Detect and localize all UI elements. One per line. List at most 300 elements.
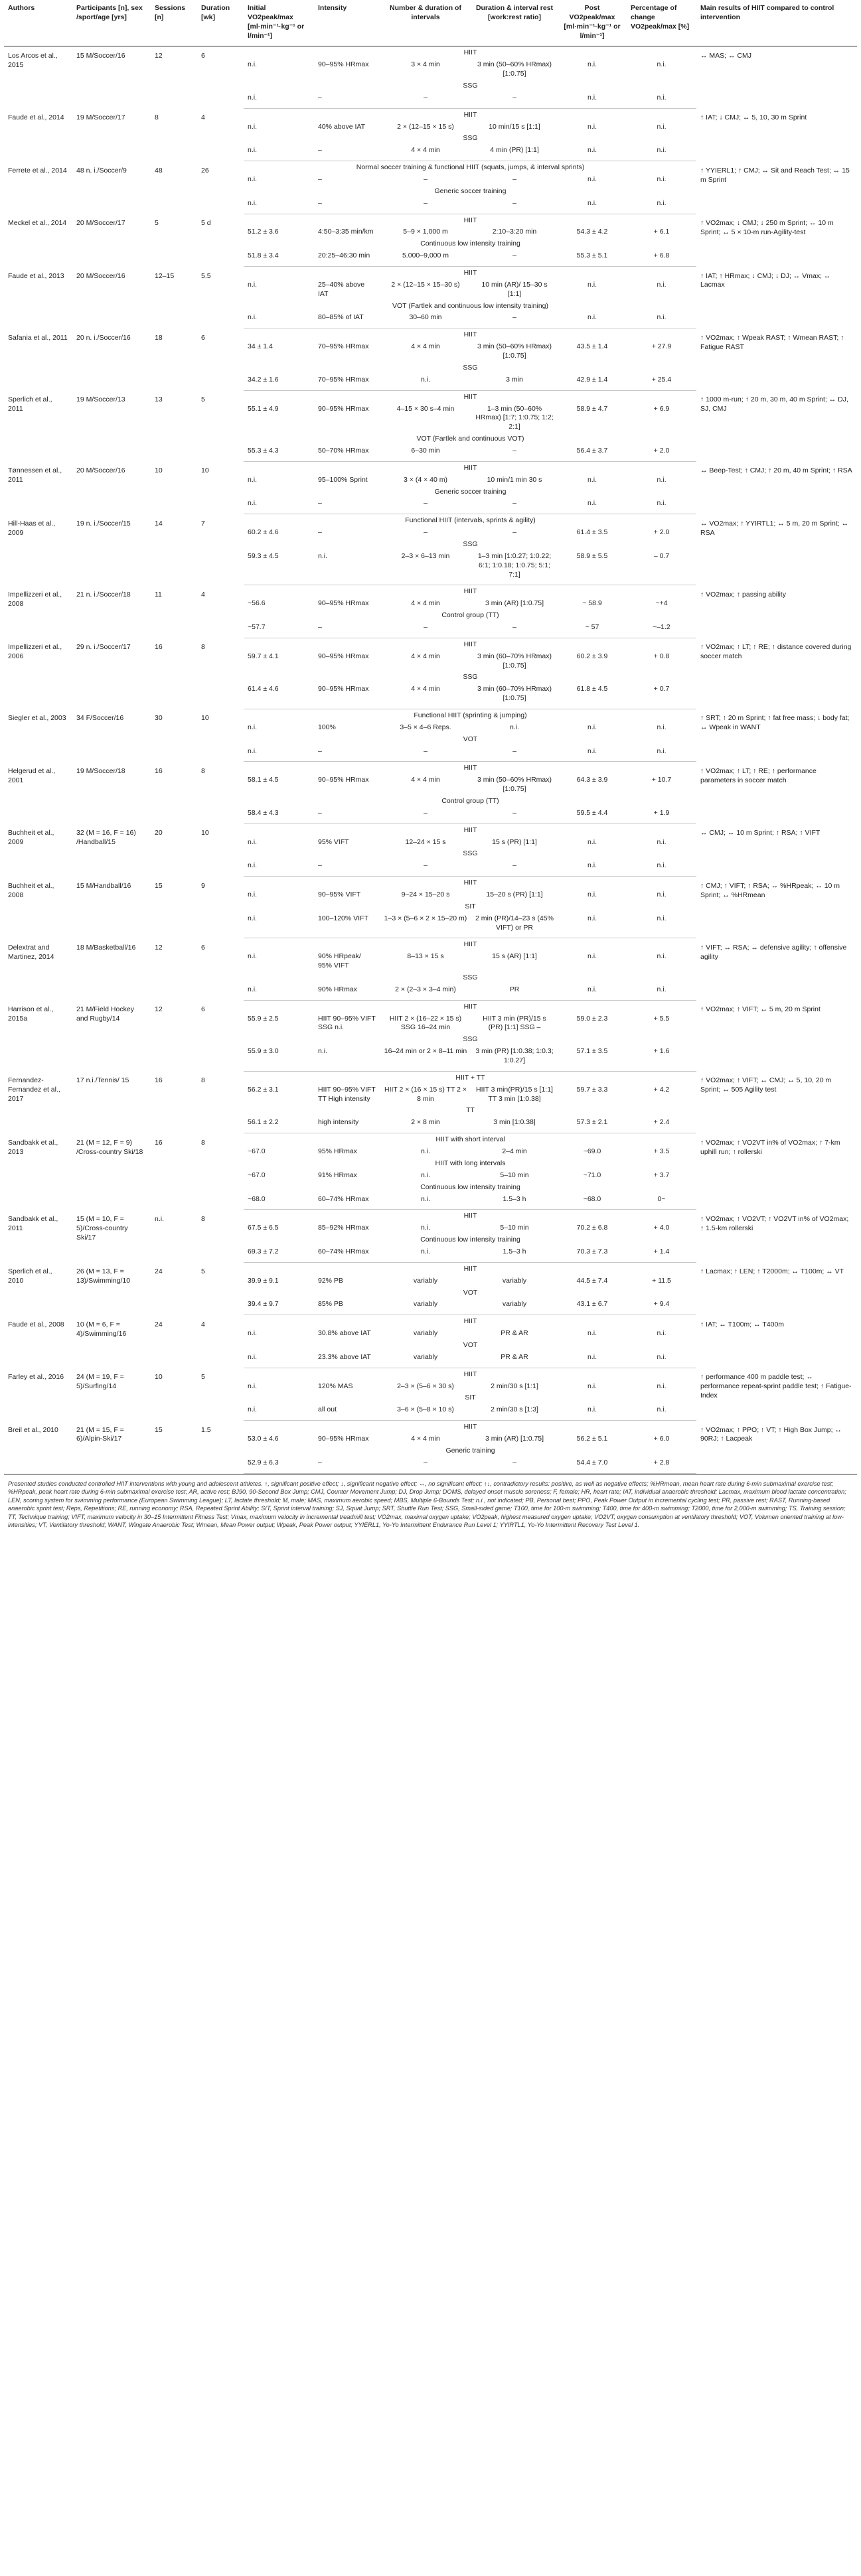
study-results: ↑ IAT; ↔ T100m; ↔ T400m	[700, 1320, 785, 1328]
rest-ratio: variably	[502, 1276, 527, 1285]
study-duration: 6	[201, 943, 205, 952]
initial-vo2: 51.8 ± 3.4	[244, 251, 314, 266]
group-label: SSG	[463, 539, 478, 548]
group-label: HIIT + TT	[455, 1073, 485, 1082]
study-participants: 21 (M = 15, F = 6)/Alpin-Ski/17	[76, 1425, 124, 1443]
initial-vo2: n.i.	[244, 1405, 314, 1420]
study-results: ↑ VO2max; ↑ passing ability	[700, 590, 786, 599]
initial-vo2: ~67.0	[248, 1171, 266, 1179]
number-duration: 2–3 × 6–13 min	[380, 551, 471, 585]
rest-ratio: 2–4 min	[502, 1147, 527, 1156]
number-duration: 2–3 × (5–6 × 30 s)	[397, 1382, 454, 1390]
empty-cell	[244, 1000, 314, 1013]
percent-change: n.i.	[657, 1382, 666, 1390]
percent-change: n.i.	[657, 175, 666, 184]
empty-cell	[627, 300, 696, 313]
empty-cell	[627, 1421, 696, 1434]
percent-change: + 3.7	[653, 1171, 670, 1179]
study-authors: Faude et al., 2014	[8, 113, 64, 122]
number-duration: n.i.	[420, 1147, 430, 1156]
initial-vo2: ~56.6	[248, 599, 266, 608]
study-results: ↑ performance 400 m paddle test; ↔ performance repeat-sprint paddle test; ↑ Fatigue-Index	[700, 1373, 852, 1399]
initial-vo2: n.i.	[248, 122, 258, 131]
intensity: 90–95% HRmax	[318, 599, 369, 608]
group-label-row	[4, 267, 857, 280]
post-vo2: 54.3 ± 4.2	[576, 228, 608, 236]
number-duration: –	[424, 528, 428, 537]
post-vo2: 70.3 ± 7.3	[558, 1247, 627, 1262]
group-label: SSG	[463, 1035, 478, 1044]
empty-cell	[244, 1210, 314, 1223]
initial-vo2: 52.9 ± 6.3	[244, 1458, 314, 1473]
rest-ratio: 3 min (AR) [1:0.75]	[485, 1434, 544, 1443]
study-results: ↑ 1000 m-run; ↑ 20 m, 30 m, 40 m Sprint; ↔ DJ, SJ, CMJ	[700, 395, 848, 413]
post-vo2: n.i.	[558, 93, 627, 108]
rest-ratio: –	[471, 446, 558, 461]
intensity: 92% PB	[318, 1276, 343, 1285]
study-authors: Buchheit et al., 2009	[8, 829, 54, 847]
number-duration: n.i.	[380, 375, 471, 390]
study-participants: 29 n. i./Soccer/17	[76, 643, 131, 652]
rest-ratio: 3 min (60–70% HRmax) [1:0.75]	[477, 652, 552, 670]
study-authors: Delextrat and Martinez, 2014	[8, 943, 54, 961]
percent-change: n.i.	[627, 985, 696, 1000]
post-vo2: n.i.	[558, 914, 627, 938]
rest-ratio: 10 min/15 s [1:1]	[489, 122, 540, 131]
number-duration: 6–30 min	[380, 446, 471, 461]
empty-cell	[244, 609, 314, 622]
header-number: Number & duration of intervals	[380, 0, 471, 46]
study-sessions: 30	[155, 714, 163, 723]
study-sessions: 15	[155, 1425, 163, 1434]
number-duration: –	[380, 498, 471, 514]
group-label: SSG	[463, 363, 478, 372]
intensity: –	[314, 1458, 380, 1473]
post-vo2: 59.5 ± 4.4	[558, 808, 627, 823]
number-duration: 9–24 × 15–20 s	[401, 891, 450, 899]
study-results: ↔ VO2max; ↑ YYIRTL1; ↔ 5 m, 20 m Sprint; ↔ RSA	[700, 519, 849, 537]
study-authors: Ferrete et al., 2014	[8, 166, 67, 175]
group-label: Continuous low intensity training	[420, 240, 520, 248]
intensity: –	[314, 498, 380, 514]
intensity: 95% HRmax	[318, 1147, 357, 1156]
post-vo2: ~69.0	[583, 1147, 601, 1156]
rest-ratio: –	[471, 747, 558, 762]
number-duration: n.i.	[420, 1224, 430, 1232]
empty-cell	[244, 108, 314, 121]
rest-ratio: HIIT 3 min (PR)/15 s (PR) [1:1] SSG –	[483, 1014, 546, 1032]
study-authors: Fernandez-Fernandez et al., 2017	[8, 1076, 60, 1104]
initial-vo2: ~68.0	[244, 1194, 314, 1210]
group-label: VOT (Fartlek and continuous VOT)	[416, 435, 524, 443]
hiit-studies-table	[4, 0, 857, 1474]
empty-cell	[627, 461, 696, 474]
initial-vo2: n.i.	[244, 93, 314, 108]
empty-cell	[627, 1287, 696, 1300]
group-label: HIIT	[463, 1423, 477, 1431]
study-participants: 19 M/Soccer/17	[76, 113, 125, 122]
post-vo2: 59.7 ± 3.3	[576, 1085, 608, 1094]
empty-cell	[627, 877, 696, 890]
number-duration: 3 × 4 min	[411, 60, 440, 69]
initial-vo2: 61.4 ± 4.6	[244, 684, 314, 709]
empty-cell	[627, 1033, 696, 1046]
empty-cell	[244, 671, 314, 684]
group-label-row	[4, 390, 857, 403]
post-vo2: 60.2 ± 3.9	[576, 652, 608, 660]
initial-vo2: n.i.	[244, 313, 314, 328]
group-label: HIIT with long intervals	[435, 1159, 506, 1167]
group-label: HIIT	[463, 940, 477, 949]
rest-ratio: PR & AR	[471, 1352, 558, 1368]
study-participants: 19 M/Soccer/13	[76, 395, 125, 404]
post-vo2: n.i.	[587, 837, 597, 846]
intensity: 70–95% HRmax	[314, 375, 380, 390]
group-label-row	[4, 585, 857, 599]
number-duration: 4 × 4 min	[411, 599, 440, 608]
group-label: HIIT	[463, 269, 477, 277]
empty-cell	[244, 709, 314, 722]
rest-ratio: –	[471, 1458, 558, 1473]
study-sessions: 8	[155, 113, 159, 122]
rest-ratio: 1–3 min (50–60% HRmax) [1:7; 1:0.75; 1:2; 2:1]	[475, 404, 554, 431]
intensity: 60–74% HRmax	[314, 1194, 380, 1210]
percent-change: + 6.0	[653, 1434, 670, 1443]
study-results: ↑ IAT; ↓ CMJ; ↔ 5, 10, 30 m Sprint	[700, 113, 807, 122]
post-vo2: n.i.	[587, 175, 597, 184]
intensity: 30.8% above IAT	[318, 1329, 371, 1338]
group-label: Continuous low intensity training	[420, 1236, 520, 1244]
empty-cell	[627, 132, 696, 145]
group-label: TT	[466, 1106, 475, 1115]
group-label-row	[4, 1262, 857, 1275]
group-label-row	[4, 1000, 857, 1013]
intensity: 90–95% HRmax	[318, 776, 369, 784]
study-participants: 15 (M = 10, F = 5)/Cross-country Ski/17	[76, 1214, 128, 1242]
group-label-row	[4, 214, 857, 227]
percent-change: + 4.2	[653, 1085, 670, 1094]
study-results: ↑ VO2max; ↓ CMJ; ↓ 250 m Sprint; ↔ 10 m Sprint; ↔ 5 × 10-m run-Agility-test	[700, 219, 834, 236]
empty-cell	[244, 638, 314, 651]
percent-change: – 0.7	[627, 551, 696, 585]
post-vo2: n.i.	[587, 723, 597, 731]
rest-ratio: PR & AR	[501, 1329, 528, 1338]
post-vo2: ~71.0	[583, 1171, 601, 1179]
number-duration: –	[380, 747, 471, 762]
number-duration: 4 × 4 min	[380, 145, 471, 161]
initial-vo2: n.i.	[248, 280, 258, 289]
empty-cell	[627, 362, 696, 375]
empty-cell	[244, 328, 314, 342]
study-results: ↑ VIFT; ↔ RSA; ↔ defensive agility; ↑ offensive agility	[700, 943, 847, 961]
post-vo2: 61.8 ± 4.5	[558, 684, 627, 709]
post-vo2: 59.0 ± 2.3	[576, 1014, 608, 1023]
initial-vo2: n.i.	[244, 198, 314, 214]
group-label: SSG	[463, 849, 478, 858]
number-duration: variably	[380, 1299, 471, 1315]
number-duration: –	[380, 622, 471, 638]
number-duration: 3–6 × (5–8 × 10 s)	[380, 1405, 471, 1420]
intensity: 23.3% above IAT	[314, 1352, 380, 1368]
study-participants: 20 M/Soccer/16	[76, 466, 125, 475]
group-label: VOT	[463, 735, 478, 743]
percent-change: n.i.	[627, 198, 696, 214]
empty-cell	[244, 46, 314, 60]
group-label-row	[4, 46, 857, 60]
rest-ratio: 5–10 min	[500, 1171, 529, 1179]
study-participants: 21 M/Field Hockey and Rugby/14	[76, 1005, 134, 1023]
percent-change: 0~	[627, 1194, 696, 1210]
percent-change: n.i.	[657, 475, 666, 484]
empty-cell	[627, 971, 696, 985]
group-label: Functional HIIT (intervals, sprints & agility)	[405, 516, 536, 525]
study-authors: Tønnessen et al., 2011	[8, 466, 62, 484]
initial-vo2: 34 ± 1.4	[248, 342, 273, 351]
empty-cell	[627, 328, 696, 342]
empty-cell	[244, 1033, 314, 1046]
intensity: 60–74% HRmax	[314, 1247, 380, 1262]
post-vo2: n.i.	[558, 198, 627, 214]
number-duration: –	[380, 808, 471, 823]
post-vo2: 56.2 ± 5.1	[576, 1434, 608, 1443]
percent-change: n.i.	[657, 60, 666, 69]
initial-vo2: n.i.	[248, 475, 258, 484]
rest-ratio: 4 min (PR) [1:1]	[471, 145, 558, 161]
post-vo2: n.i.	[558, 861, 627, 876]
post-vo2: n.i.	[587, 891, 597, 899]
number-duration: 1–3 × (5–6 × 2 × 15–20 m)	[380, 914, 471, 938]
percent-change: n.i.	[657, 952, 666, 961]
empty-cell	[244, 161, 314, 175]
study-authors: Hill-Haas et al., 2009	[8, 519, 56, 537]
intensity: –	[314, 198, 380, 214]
initial-vo2: n.i.	[244, 145, 314, 161]
number-duration: –	[380, 93, 471, 108]
rest-ratio: –	[471, 198, 558, 214]
post-vo2: 57.1 ± 3.5	[558, 1046, 627, 1071]
group-label-row	[4, 1421, 857, 1434]
empty-cell	[627, 638, 696, 651]
empty-cell	[244, 1339, 314, 1352]
rest-ratio: 3 min (PR) [1:0.38; 1:0.3; 1:0.27]	[471, 1046, 558, 1071]
rest-ratio: –	[471, 313, 558, 328]
study-results: ↑ VO2max; ↑ VO2VT in% of VO2max; ↑ 7-km uphill run; ↑ rollerski	[700, 1138, 840, 1156]
empty-cell	[627, 585, 696, 599]
empty-cell	[244, 585, 314, 599]
percent-change: + 0.7	[627, 684, 696, 709]
empty-cell	[627, 514, 696, 528]
empty-cell	[244, 80, 314, 93]
empty-cell	[244, 971, 314, 985]
percent-change: n.i.	[627, 313, 696, 328]
group-label-row	[4, 1315, 857, 1328]
post-vo2: n.i.	[587, 475, 597, 484]
percent-change: + 9.4	[627, 1299, 696, 1315]
study-duration: 8	[201, 1214, 205, 1223]
post-vo2: 43.5 ± 1.4	[576, 342, 608, 351]
study-duration: 6	[201, 52, 205, 60]
rest-ratio: 15 s (AR) [1:1]	[492, 952, 537, 961]
study-duration: 4	[201, 1320, 205, 1328]
study-duration: 9	[201, 881, 205, 890]
study-results: ↑ VO2max; ↑ Wpeak RAST; ↑ Wmean RAST; ↑ Fatigue RAST	[700, 333, 844, 351]
intensity: –	[314, 93, 380, 108]
empty-cell	[244, 300, 314, 313]
header-row	[4, 0, 857, 46]
empty-cell	[627, 1133, 696, 1147]
empty-cell	[244, 238, 314, 251]
number-duration: HIIT 2 × (16–22 × 15 s) SSG 16–24 min	[389, 1014, 462, 1032]
study-sessions: 12	[155, 943, 163, 952]
post-vo2: 70.2 ± 6.8	[576, 1224, 608, 1232]
percent-change: + 5.5	[653, 1014, 670, 1023]
initial-vo2: 56.2 ± 3.1	[248, 1085, 279, 1094]
empty-cell	[627, 762, 696, 775]
post-vo2: 56.4 ± 3.7	[558, 446, 627, 461]
group-label: SSG	[463, 82, 478, 90]
empty-cell	[244, 1315, 314, 1328]
header-results: Main results of HIIT compared to control intervention	[696, 0, 857, 46]
intensity: 90–95% HRmax	[318, 652, 369, 660]
rest-ratio: 15–20 s (PR) [1:1]	[486, 891, 543, 899]
initial-vo2: 56.1 ± 2.2	[244, 1117, 314, 1133]
rest-ratio: 2 min/30 s [1:1]	[491, 1382, 538, 1390]
study-duration: 10	[201, 829, 209, 837]
study-results: ↔ CMJ; ↔ 10 m Sprint; ↑ RSA; ↑ VIFT	[700, 829, 821, 837]
study-duration: 5.5	[201, 271, 211, 280]
empty-cell	[244, 390, 314, 403]
empty-cell	[244, 486, 314, 499]
group-label: HIIT	[463, 330, 477, 339]
group-label-row	[4, 877, 857, 890]
percent-change: + 0.8	[653, 652, 670, 660]
intensity: 20:25–46:30 min	[314, 251, 380, 266]
rest-ratio: PR	[471, 985, 558, 1000]
percent-change: + 6.1	[653, 228, 670, 236]
initial-vo2: 67.5 ± 6.5	[248, 1224, 279, 1232]
rest-ratio: 2 min/30 s [1:3]	[471, 1405, 558, 1420]
empty-cell	[244, 433, 314, 446]
header-sessions: Sessions [n]	[151, 0, 197, 46]
initial-vo2: n.i.	[244, 498, 314, 514]
intensity: 100%	[318, 723, 336, 731]
rest-ratio: 2:10–3:20 min	[492, 228, 537, 236]
study-participants: 18 M/Basketball/16	[76, 943, 136, 952]
group-label-row	[4, 514, 857, 528]
percent-change: + 1.4	[627, 1247, 696, 1262]
empty-cell	[627, 1157, 696, 1171]
study-results: ↑ YYIERL1; ↑ CMJ; ↔ Sit and Reach Test; ↔ 15 m Sprint	[700, 166, 850, 184]
group-label: SIT	[465, 902, 476, 910]
initial-vo2: n.i.	[244, 1352, 314, 1368]
study-participants: 24 (M = 19, F = 5)/Surfing/14	[76, 1373, 124, 1391]
intensity: –	[314, 145, 380, 161]
rest-ratio: 3 min (AR) [1:0.75]	[485, 599, 544, 608]
intensity: 40% above IAT	[318, 122, 366, 131]
group-label-row	[4, 328, 857, 342]
study-authors: Los Arcos et al., 2015	[8, 52, 58, 70]
header-intensity: Intensity	[314, 0, 380, 46]
study-duration: 10	[201, 714, 209, 723]
group-label: SSG	[463, 673, 478, 681]
empty-cell	[627, 433, 696, 446]
study-sessions: 20	[155, 829, 163, 837]
empty-cell	[627, 185, 696, 198]
group-label: Normal soccer training & functional HIIT (squats, jumps, & interval sprints)	[356, 163, 585, 172]
number-duration: variably	[413, 1276, 438, 1285]
percent-change: + 2.4	[627, 1117, 696, 1133]
initial-vo2: 55.1 ± 4.9	[248, 404, 279, 413]
post-vo2: 42.9 ± 1.4	[558, 375, 627, 390]
empty-cell	[627, 1368, 696, 1381]
post-vo2: n.i.	[558, 145, 627, 161]
study-duration: 5	[201, 1373, 205, 1382]
empty-cell	[627, 214, 696, 227]
group-label-row	[4, 1071, 857, 1084]
rest-ratio: HIIT 3 min(PR)/15 s [1:1] TT 3 min [1:0.38]	[476, 1085, 553, 1103]
study-participants: 15 M/Handball/16	[76, 881, 131, 890]
rest-ratio: 10 min (AR)/ 15–30 s [1:1]	[481, 280, 548, 298]
post-vo2: n.i.	[587, 1329, 597, 1338]
intensity: HIIT 90–95% VIFT TT High intensity	[318, 1085, 376, 1103]
empty-cell	[244, 214, 314, 227]
intensity: 25–40% above IAT	[318, 280, 365, 298]
group-label-row	[4, 938, 857, 952]
study-participants: 20 M/Soccer/16	[76, 271, 125, 280]
empty-cell	[244, 1262, 314, 1275]
number-duration: 5–9 × 1,000 m	[403, 228, 448, 236]
empty-cell	[244, 1234, 314, 1247]
empty-cell	[244, 877, 314, 890]
group-label: Control group (TT)	[441, 797, 499, 805]
study-duration: 10	[201, 466, 209, 475]
study-authors: Faude et al., 2008	[8, 1320, 64, 1328]
number-duration: 2 × 8 min	[380, 1117, 471, 1133]
intensity: 100–120% VIFT	[314, 914, 380, 938]
post-vo2: 58.9 ± 5.5	[558, 551, 627, 585]
header-duration: Duration [wk]	[197, 0, 244, 46]
study-results: ↑ VO2max; ↑ VIFT; ↔ 5 m, 20 m Sprint	[700, 1005, 821, 1014]
percent-change: n.i.	[627, 914, 696, 938]
empty-cell	[244, 1421, 314, 1434]
number-duration: 2 × (2–3 × 3–4 min)	[380, 985, 471, 1000]
study-duration: 6	[201, 333, 205, 342]
group-label-row	[4, 823, 857, 837]
empty-cell	[627, 671, 696, 684]
percent-change: + 3.5	[653, 1147, 670, 1156]
study-sessions: 16	[155, 1138, 163, 1147]
initial-vo2: 34.2 ± 1.6	[244, 375, 314, 390]
empty-cell	[627, 1000, 696, 1013]
number-duration: 8–13 × 15 s	[407, 952, 444, 961]
empty-cell	[244, 1181, 314, 1194]
empty-cell	[244, 362, 314, 375]
study-duration: 4	[201, 113, 205, 122]
intensity: n.i.	[314, 551, 380, 585]
percent-change: + 2.8	[627, 1458, 696, 1473]
study-authors: Sperlich et al., 2010	[8, 1267, 52, 1285]
empty-cell	[244, 1104, 314, 1117]
rest-ratio: 3 min (50–60% HRmax) [1:0.75]	[477, 342, 552, 360]
group-label: HIIT	[463, 879, 477, 887]
percent-change: n.i.	[627, 1405, 696, 1420]
initial-vo2: n.i.	[244, 914, 314, 938]
number-duration: 4 × 4 min	[411, 776, 440, 784]
initial-vo2: n.i.	[248, 175, 258, 184]
percent-change: + 25.4	[627, 375, 696, 390]
number-duration: –	[424, 175, 428, 184]
study-duration: 8	[201, 766, 205, 775]
